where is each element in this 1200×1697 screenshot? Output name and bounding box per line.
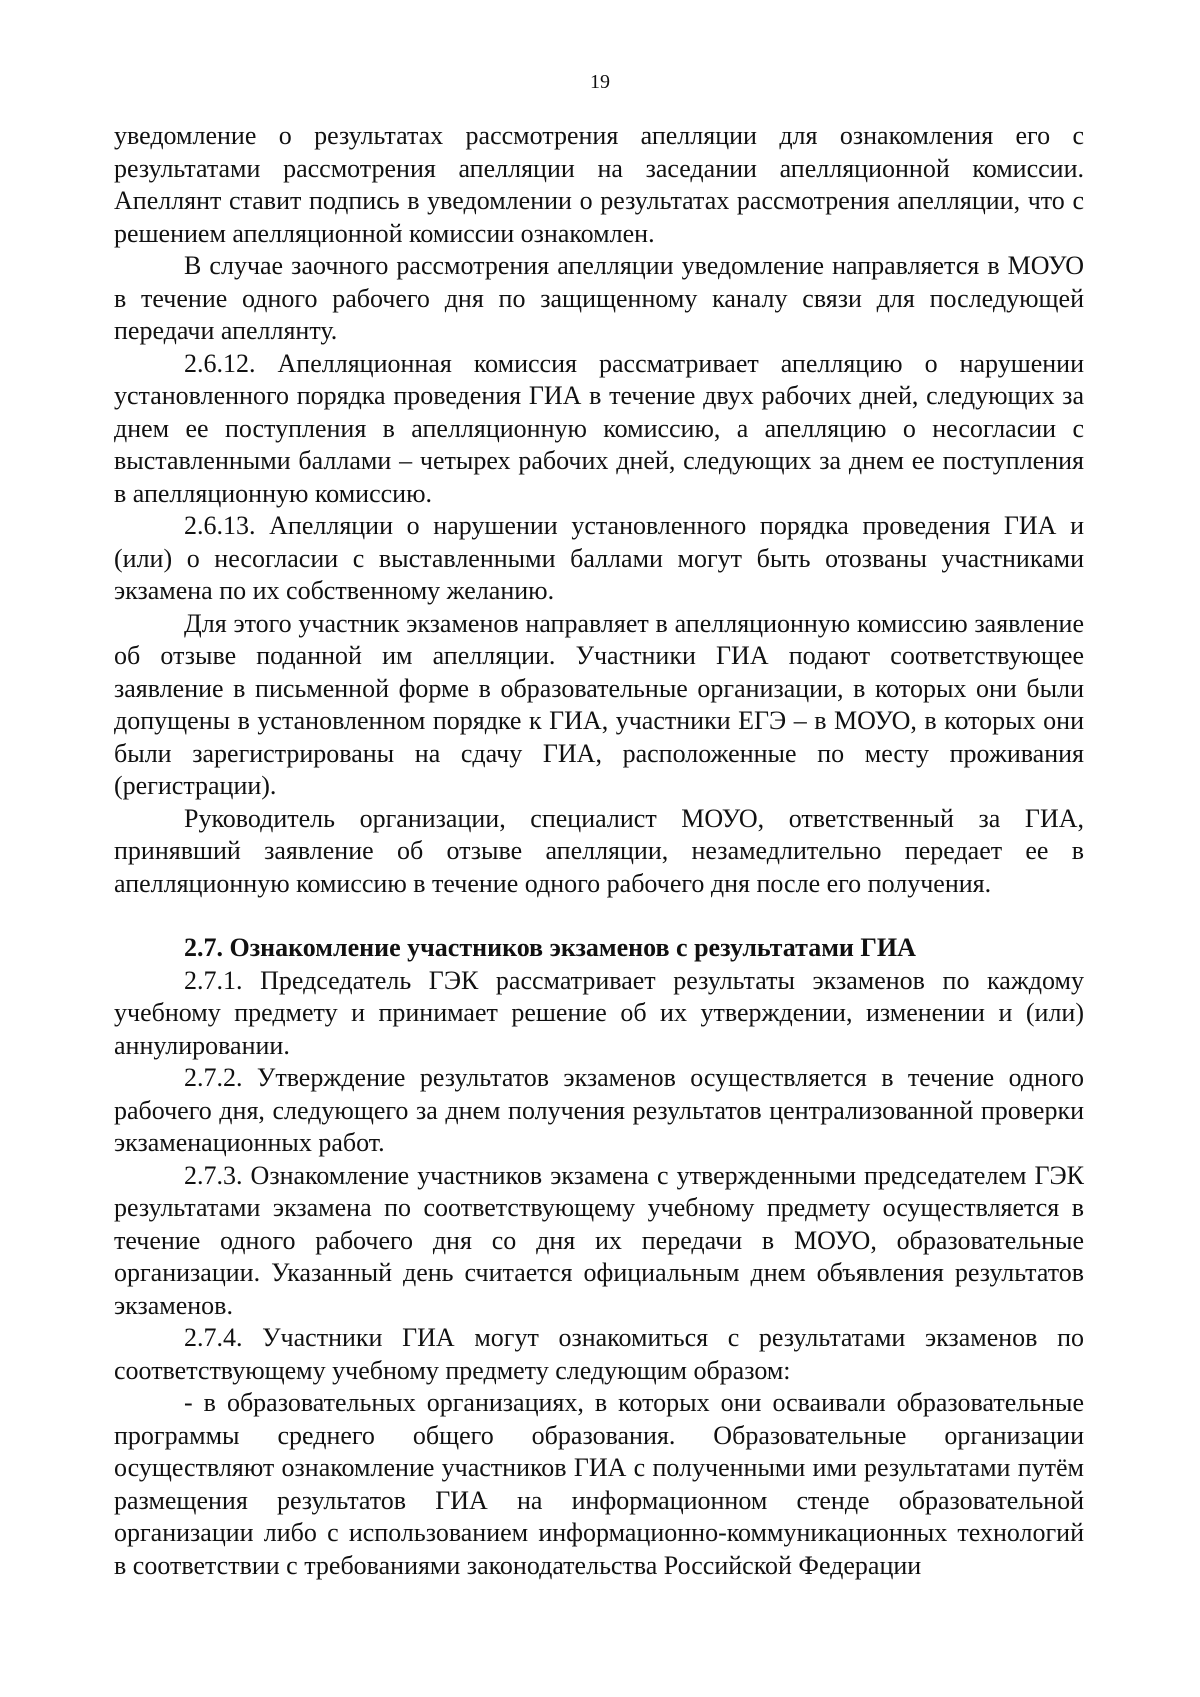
page-number: 19 [590,71,610,93]
list-item-educational-organizations: - в образовательных организациях, в которых они осваивали образовательные программы среднего общего образования. Образовательные организации осуществляют ознакомление участников ГИА с полученными ими результатами путём размещения результатов ГИА на информационном стенде образовательной организации либо с использованием информационно-коммуникационных технологий в соответствии с требованиями законодательства Российской Федерации [114,1388,1084,1580]
paragraph-head-of-organization: Руководитель организации, специалист МОУО, ответственный за ГИА, принявший заявление об отзыве апелляции, незамедлительно передает ее в апелляционную комиссию в течение одного рабочего дня после его получения. [114,803,1084,898]
paragraph-correspondence-review: В случае заочного рассмотрения апелляции уведомление направляется в МОУО в течение одного рабочего дня по защищенному каналу связи для последующей передачи апеллянту. [114,251,1084,345]
paragraph-withdrawal-procedure: Для этого участник экзаменов направляет в апелляционную комиссию заявление об отзыве поданной им апелляции. Участники ГИА подают соответствующее заявление в письменной форме в образовательные организации, в которых они были допущены в установленном порядке к ГИА, участники ЕГЭ – в МОУО, в которых они были зарегистрированы на сдачу ГИА, расположенные по месту проживания (регистрации). [114,608,1084,800]
paragraph-2-6-12: 2.6.12. Апелляционная комиссия рассматривает апелляцию о нарушении установленного порядка проведения ГИА в течение двух рабочих дней, следующих за днем ее поступления в апелляционную комиссию, а апелляцию о несогласии с выставленными баллами – четырех рабочих дней, следующих за днем ее поступления в апелляционную комиссию. [114,348,1084,508]
paragraph-2-7-4: 2.7.4. Участники ГИА могут ознакомиться с результатами экзаменов по соответствующему учебному предмету следующим образом: [114,1323,1084,1385]
paragraph-2-7-1: 2.7.1. Председатель ГЭК рассматривает результаты экзаменов по каждому учебному предмету и принимает решение об их утверждении, изменении и (или) аннулировании. [114,965,1084,1060]
section-heading-2-7: 2.7. Ознакомление участников экзаменов с результатами ГИА [184,933,916,962]
paragraph-2-7-2: 2.7.2. Утверждение результатов экзаменов осуществляется в течение одного рабочего дня, следующего за днем получения результатов централизованной проверки экзаменационных работ. [114,1063,1084,1157]
paragraph-2-7-3: 2.7.3. Ознакомление участников экзамена с утвержденными председателем ГЭК результатами экзамена по соответствующему учебному предмету осуществляется в течение одного рабочего дня со дня их передачи в МОУО, образовательные организации. Указанный день считается официальным днем объявления результатов экзаменов. [114,1160,1084,1320]
paragraph-2-6-13: 2.6.13. Апелляции о нарушении установленного порядка проведения ГИА и (или) о несогласии с выставленными баллами могут быть отозваны участниками экзамена по их собственному желанию. [114,511,1084,605]
document-body [114,120,1084,1582]
paragraph-continuation: уведомление о результатах рассмотрения апелляции для ознакомления его с результатами рассмотрения апелляции на заседании апелляционной комиссии. Апеллянт ставит подпись в уведомлении о результатах рассмотрения апелляции, что с решением апелляционной комиссии ознакомлен. [114,121,1084,248]
